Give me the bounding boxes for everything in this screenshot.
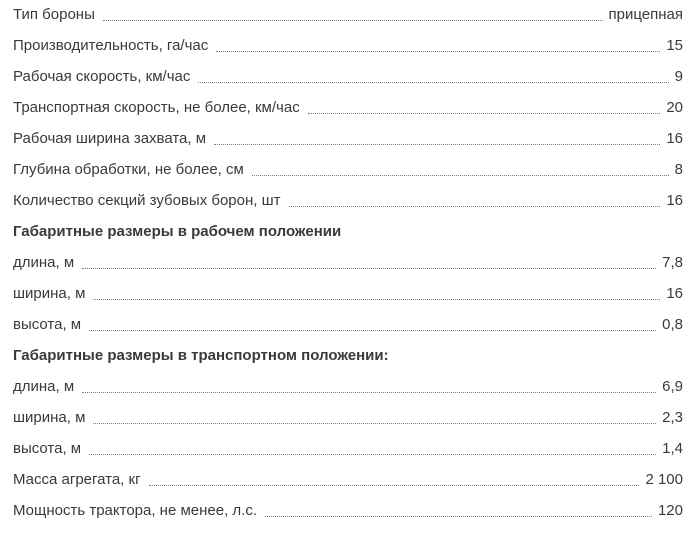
spec-row-working-speed	[13, 55, 683, 86]
spec-label: Мощность трактора, не менее, л.с.	[13, 502, 258, 519]
spec-value: 16	[666, 130, 683, 147]
spec-row-working-height	[13, 303, 683, 334]
spec-row-transport-speed	[13, 86, 683, 117]
spec-value: 120	[657, 502, 683, 519]
spec-label: Масса агрегата, кг	[13, 471, 141, 488]
spec-label: высота, м	[13, 440, 82, 457]
spec-value: 8	[674, 161, 683, 178]
spec-row-mass	[13, 458, 683, 489]
dot-leader	[93, 298, 660, 300]
dot-leader	[89, 453, 656, 455]
spec-label: ширина, м	[13, 409, 86, 426]
spec-value: 2 100	[645, 471, 683, 488]
spec-label: Транспортная скорость, не более, км/час	[13, 99, 300, 116]
spec-row-tractor-power	[13, 489, 683, 520]
spec-row-harrow-type	[13, 0, 683, 24]
spec-row-working-width	[13, 117, 683, 148]
spec-label: Рабочая ширина захвата, м	[13, 130, 207, 147]
spec-value: 0,8	[662, 316, 683, 333]
spec-row-transport-width	[13, 396, 683, 427]
spec-value: 6,9	[662, 378, 683, 395]
dot-leader	[198, 81, 668, 83]
spec-row-working-width-dim	[13, 272, 683, 303]
spec-label: ширина, м	[13, 285, 86, 302]
dot-leader	[216, 50, 660, 52]
spec-row-depth	[13, 148, 683, 179]
spec-value: 15	[666, 37, 683, 54]
spec-value: прицепная	[608, 6, 683, 23]
spec-label: длина, м	[13, 378, 75, 395]
dot-leader	[289, 205, 661, 207]
spec-label: Количество секций зубовых борон, шт	[13, 192, 281, 209]
dot-leader	[93, 422, 656, 424]
dot-leader	[149, 484, 640, 486]
spec-value: 1,4	[662, 440, 683, 457]
dot-leader	[89, 329, 656, 331]
dot-leader	[308, 112, 661, 114]
spec-label: Тип бороны	[13, 6, 95, 23]
working-dimensions-heading: Габаритные размеры в рабочем положении	[13, 223, 342, 240]
dot-leader	[265, 515, 652, 517]
spec-label: Рабочая скорость, км/час	[13, 68, 191, 85]
spec-row-transport-length	[13, 365, 683, 396]
spec-value: 2,3	[662, 409, 683, 426]
spec-row-transport-height	[13, 427, 683, 458]
spec-value: 9	[674, 68, 683, 85]
spec-value: 7,8	[662, 254, 683, 271]
spec-value: 16	[666, 192, 683, 209]
dot-leader	[252, 174, 669, 176]
spec-label: высота, м	[13, 316, 82, 333]
spec-row-productivity	[13, 24, 683, 55]
spec-value: 20	[666, 99, 683, 116]
dot-leader	[214, 143, 660, 145]
spec-row-sections	[13, 179, 683, 210]
dot-leader	[103, 19, 603, 21]
dot-leader	[82, 267, 656, 269]
dot-leader	[82, 391, 656, 393]
transport-dimensions-heading: Габаритные размеры в транспортном положении:	[13, 347, 389, 364]
spec-row-working-length	[13, 241, 683, 272]
spec-value: 16	[666, 285, 683, 302]
spec-label: длина, м	[13, 254, 75, 271]
spec-label: Глубина обработки, не более, см	[13, 161, 244, 178]
spec-label: Производительность, га/час	[13, 37, 209, 54]
